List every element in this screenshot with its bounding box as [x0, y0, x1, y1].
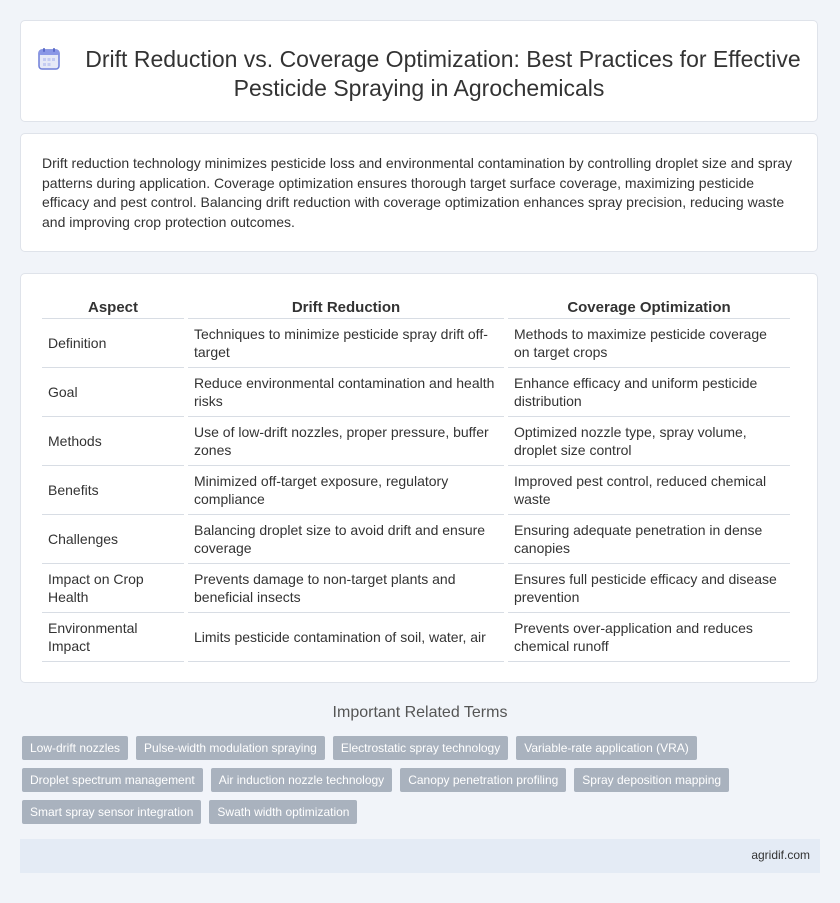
- cell-drift: Use of low-drift nozzles, proper pressure, buffer zones: [188, 417, 504, 466]
- cell-drift: Techniques to minimize pesticide spray drift off-target: [188, 319, 504, 368]
- comparison-card: [20, 273, 818, 683]
- cell-coverage: Ensuring adequate penetration in dense canopies: [508, 515, 790, 564]
- header-coverage-optimization: Coverage Optimization: [508, 296, 790, 319]
- page-title-wrap: [21, 45, 817, 103]
- cell-aspect: Environmental Impact: [42, 613, 184, 662]
- page-title: Drift Reduction vs. Coverage Optimization: Best Practices for Effective Pesticide Spraying in Agrochemicals: [85, 46, 801, 101]
- related-terms-heading: Important Related Terms: [332, 704, 508, 721]
- cell-drift: Balancing droplet size to avoid drift and ensure coverage: [188, 515, 504, 564]
- cell-drift: Limits pesticide contamination of soil, water, air: [188, 613, 504, 662]
- cell-coverage: Optimized nozzle type, spray volume, droplet size control: [508, 417, 790, 466]
- comparison-table: [38, 296, 794, 662]
- related-term-tag[interactable]: Smart spray sensor integration: [22, 800, 201, 824]
- title-card: [20, 20, 818, 122]
- related-term-tag[interactable]: Droplet spectrum management: [22, 768, 203, 792]
- cell-aspect: Definition: [42, 319, 184, 368]
- table-header-row: [42, 296, 790, 319]
- related-term-tag[interactable]: Air induction nozzle technology: [211, 768, 392, 792]
- cell-drift: Minimized off-target exposure, regulatory compliance: [188, 466, 504, 515]
- related-term-tag[interactable]: Pulse-width modulation spraying: [136, 736, 325, 760]
- related-term-tag[interactable]: Spray deposition mapping: [574, 768, 729, 792]
- cell-aspect: Goal: [42, 368, 184, 417]
- cell-coverage: Methods to maximize pesticide coverage on target crops: [508, 319, 790, 368]
- footer-site-link[interactable]: agridif.com: [751, 848, 810, 862]
- table-row: [42, 515, 790, 564]
- cell-aspect: Benefits: [42, 466, 184, 515]
- footer: [20, 839, 820, 873]
- cell-coverage: Prevents over-application and reduces chemical runoff: [508, 613, 790, 662]
- related-terms-list: [22, 736, 802, 824]
- cell-aspect: Challenges: [42, 515, 184, 564]
- header-aspect: Aspect: [42, 296, 184, 319]
- intro-paragraph: Drift reduction technology minimizes pesticide loss and environmental contamination by controlling droplet size and spray patterns during application. Coverage optimization ensures thorough target surface coverage, maximizing pesticide efficacy and pest control. Balancing drift reduction with coverage optimization enhances spray precision, reducing waste and improving crop protection outcomes.: [42, 155, 793, 230]
- header-drift-reduction: Drift Reduction: [188, 296, 504, 319]
- cell-drift: Reduce environmental contamination and health risks: [188, 368, 504, 417]
- table-row: [42, 368, 790, 417]
- cell-coverage: Enhance efficacy and uniform pesticide distribution: [508, 368, 790, 417]
- cell-aspect: Methods: [42, 417, 184, 466]
- table-row: [42, 417, 790, 466]
- related-term-tag[interactable]: Swath width optimization: [209, 800, 357, 824]
- calendar-icon: [37, 47, 61, 71]
- cell-aspect: Impact on Crop Health: [42, 564, 184, 613]
- table-row: [42, 613, 790, 662]
- table-row: [42, 319, 790, 368]
- cell-coverage: Improved pest control, reduced chemical waste: [508, 466, 790, 515]
- related-term-tag[interactable]: Low-drift nozzles: [22, 736, 128, 760]
- cell-drift: Prevents damage to non-target plants and beneficial insects: [188, 564, 504, 613]
- table-row: [42, 466, 790, 515]
- table-row: [42, 564, 790, 613]
- related-term-tag[interactable]: Variable-rate application (VRA): [516, 736, 697, 760]
- related-term-tag[interactable]: Electrostatic spray technology: [333, 736, 508, 760]
- related-term-tag[interactable]: Canopy penetration profiling: [400, 768, 566, 792]
- intro-card: [20, 133, 818, 252]
- cell-coverage: Ensures full pesticide efficacy and disease prevention: [508, 564, 790, 613]
